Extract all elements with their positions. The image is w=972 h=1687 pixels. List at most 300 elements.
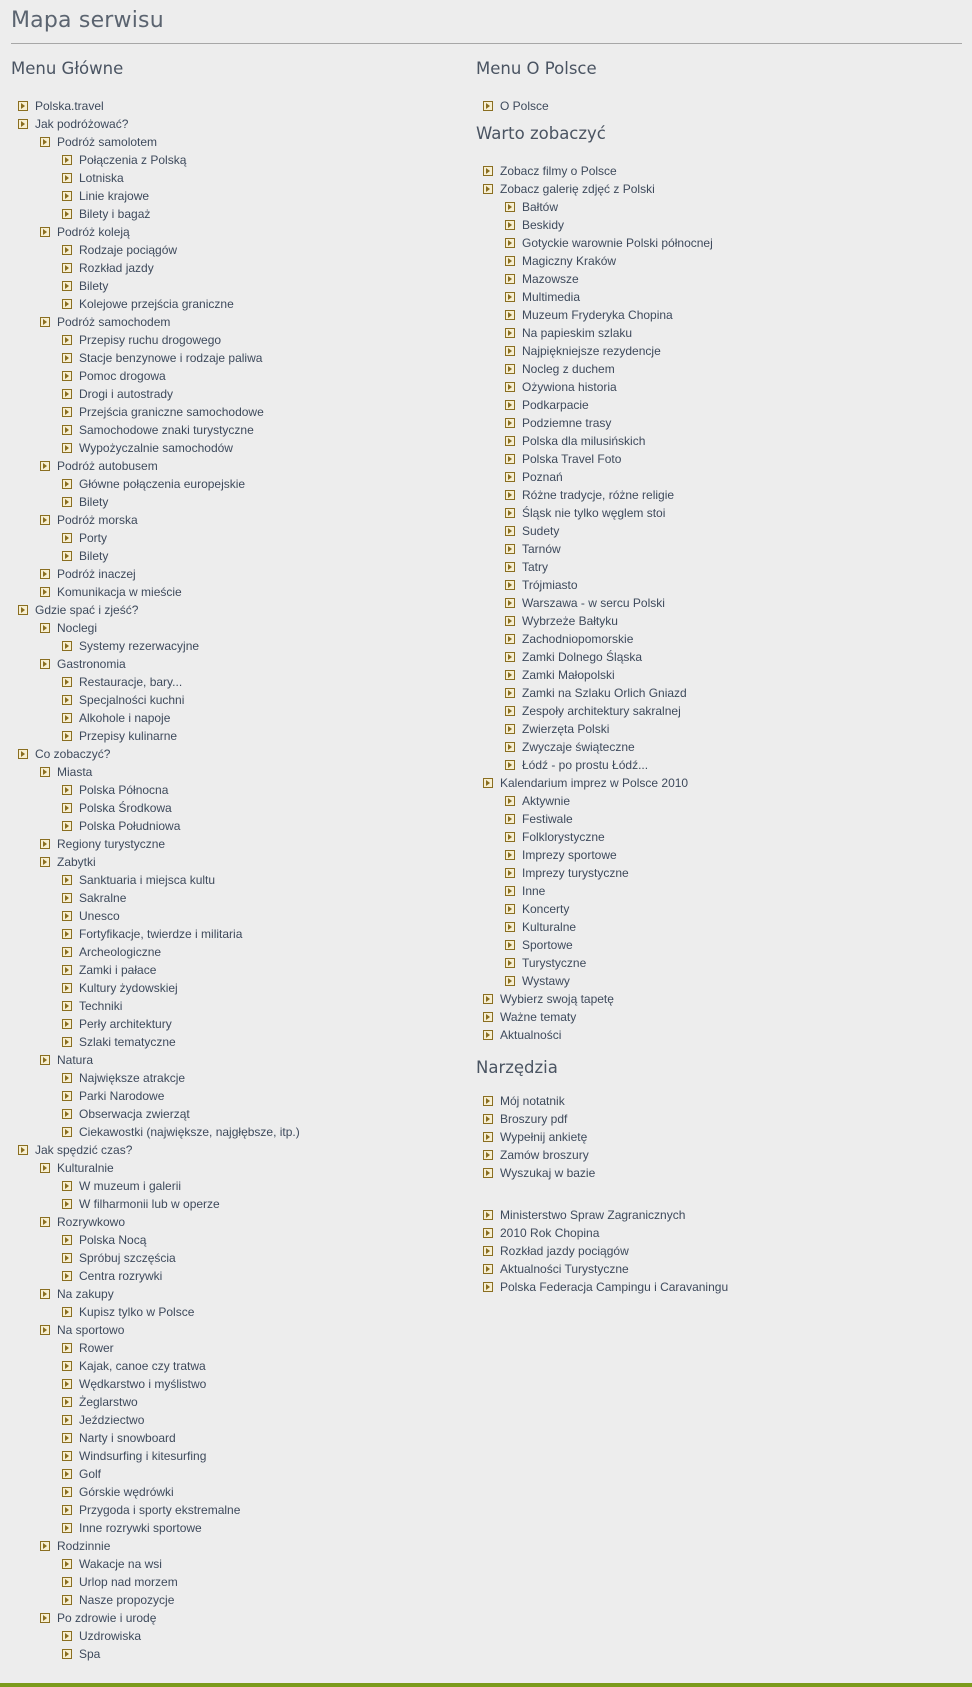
sitemap-row [476, 576, 713, 594]
arrow-bullet-icon [62, 1469, 72, 1479]
sitemap-row [11, 1141, 300, 1159]
arrow-bullet-icon [62, 947, 72, 957]
sitemap-link[interactable]: Stacje benzynowe i rodzaje paliwa [79, 351, 263, 365]
sitemap-link[interactable]: Rozkład jazdy pociągów [500, 1244, 629, 1258]
sitemap-link[interactable]: Spróbuj szczęścia [79, 1251, 176, 1265]
section-heading-warto-zobaczyc: Warto zobaczyć [476, 124, 606, 143]
sitemap-link[interactable]: Inne rozrywki sportowe [79, 1521, 202, 1535]
sitemap-link[interactable]: Bałtów [522, 200, 559, 214]
sitemap-sublist [11, 781, 300, 835]
sitemap-link[interactable]: Sportowe [522, 938, 573, 952]
sitemap-link[interactable]: Urlop nad morzem [79, 1575, 178, 1589]
sitemap-link[interactable]: Zobacz galerię zdjęć z Polski [500, 182, 655, 196]
sitemap-link[interactable]: Wakacje na wsi [79, 1557, 162, 1571]
sitemap-link[interactable]: Muzeum Fryderyka Chopina [522, 308, 673, 322]
sitemap-link[interactable]: Rozkład jazdy [79, 261, 154, 275]
sitemap-link[interactable]: Po zdrowie i urodę [57, 1611, 157, 1625]
arrow-bullet-icon [505, 418, 515, 428]
sitemap-link[interactable]: Podróż morska [57, 513, 138, 527]
sitemap-item [11, 925, 300, 943]
arrow-bullet-icon [62, 497, 72, 507]
sitemap-link[interactable]: Specjalności kuchni [79, 693, 185, 707]
sitemap-link[interactable]: Rower [79, 1341, 114, 1355]
sitemap-item [476, 378, 713, 396]
sitemap-link[interactable]: Zespoły architektury sakralnej [522, 704, 681, 718]
sitemap-item [476, 414, 713, 432]
sitemap-row [11, 511, 300, 529]
sitemap-link[interactable]: Multimedia [522, 290, 581, 304]
sitemap-row [11, 547, 300, 565]
arrow-bullet-icon [62, 155, 72, 165]
sitemap-row [11, 1591, 300, 1609]
sitemap-sublist [11, 241, 300, 313]
sitemap-link[interactable]: Podkarpacie [522, 398, 589, 412]
sitemap-link[interactable]: Alkohole i napoje [79, 711, 171, 725]
sitemap-item [11, 439, 300, 457]
sitemap-row [476, 756, 713, 774]
sitemap-item [476, 1128, 595, 1146]
sitemap-row [476, 1224, 728, 1242]
sitemap-item [11, 781, 300, 799]
sitemap-item [11, 1087, 300, 1105]
sitemap-link[interactable]: Zabytki [57, 855, 96, 869]
sitemap-link[interactable]: Jak podróżować? [35, 117, 129, 131]
sitemap-link[interactable]: Podróż inaczej [57, 567, 136, 581]
sitemap-item [476, 576, 713, 594]
arrow-bullet-icon [505, 814, 515, 824]
sitemap-row [476, 1242, 728, 1260]
sitemap-link[interactable]: Polska Federacja Campingu i Caravaningu [500, 1280, 729, 1294]
sitemap-row [11, 493, 300, 511]
sitemap-link[interactable]: Tatry [522, 560, 549, 574]
sitemap-link[interactable]: Połączenia z Polską [79, 153, 187, 167]
sitemap-link[interactable]: Śląsk nie tylko węglem stoi [522, 506, 666, 520]
arrow-bullet-icon [62, 1271, 72, 1281]
arrow-bullet-icon [18, 605, 28, 615]
sitemap-row [11, 223, 300, 241]
sitemap-link[interactable]: Gdzie spać i zjeść? [35, 603, 139, 617]
sitemap-link[interactable]: Przepisy ruchu drogowego [79, 333, 222, 347]
sitemap-item [11, 817, 300, 835]
sitemap-link[interactable]: Beskidy [522, 218, 565, 232]
arrow-bullet-icon [18, 119, 28, 129]
sitemap-link[interactable]: Inne [522, 884, 546, 898]
sitemap-link[interactable]: Przepisy kulinarne [79, 729, 178, 743]
sitemap-link[interactable]: Nocleg z duchem [522, 362, 615, 376]
sitemap-link[interactable]: Bilety [79, 549, 109, 563]
sitemap-item [11, 403, 300, 421]
arrow-bullet-icon [62, 299, 72, 309]
sitemap-row [476, 972, 713, 990]
sitemap-link[interactable]: Centra rozrywki [79, 1269, 163, 1283]
sitemap-row [476, 522, 713, 540]
tree-menu-o-polsce [476, 97, 549, 115]
arrow-bullet-icon [505, 904, 515, 914]
sitemap-item [476, 1008, 713, 1026]
sitemap-link[interactable]: Przejścia graniczne samochodowe [79, 405, 264, 419]
arrow-bullet-icon [505, 688, 515, 698]
sitemap-link[interactable]: Kulturalnie [57, 1161, 114, 1175]
sitemap-link[interactable]: O Polsce [500, 99, 549, 113]
sitemap-link[interactable]: Zwyczaje świąteczne [522, 740, 635, 754]
sitemap-link[interactable]: Jeździectwo [79, 1413, 145, 1427]
arrow-bullet-icon [483, 1096, 493, 1106]
sitemap-link[interactable]: Koncerty [522, 902, 570, 916]
sitemap-link[interactable]: Zwierzęta Polski [522, 722, 610, 736]
section-heading-narzedzia: Narzędzia [476, 1058, 558, 1077]
sitemap-link[interactable]: Imprezy sportowe [522, 848, 617, 862]
sitemap-item [476, 342, 713, 360]
sitemap-link[interactable]: Na papieskim szlaku [522, 326, 633, 340]
arrow-bullet-icon [62, 335, 72, 345]
arrow-bullet-icon [62, 929, 72, 939]
sitemap-link[interactable]: Poznań [522, 470, 563, 484]
sitemap-link[interactable]: Nasze propozycje [79, 1593, 175, 1607]
sitemap-link[interactable]: Pomoc drogowa [79, 369, 166, 383]
sitemap-item [476, 360, 713, 378]
sitemap-link[interactable]: Szlaki tematyczne [79, 1035, 176, 1049]
arrow-bullet-icon [505, 292, 515, 302]
arrow-bullet-icon [62, 1019, 72, 1029]
sitemap-link[interactable]: Kalendarium imprez w Polsce 2010 [500, 776, 689, 790]
sitemap-link[interactable]: Polska Travel Foto [522, 452, 622, 466]
sitemap-link[interactable]: Turystyczne [522, 956, 587, 970]
sitemap-link[interactable]: Aktualności [500, 1028, 562, 1042]
sitemap-link[interactable]: Imprezy turystyczne [522, 866, 629, 880]
sitemap-item [11, 1411, 300, 1429]
sitemap-item [476, 918, 713, 936]
sitemap-link[interactable]: Ciekawostki (największe, najgłębsze, itp.) [79, 1125, 300, 1139]
sitemap-link[interactable]: Aktywnie [522, 794, 571, 808]
sitemap-row [11, 691, 300, 709]
arrow-bullet-icon [62, 1127, 72, 1137]
sitemap-link[interactable]: Spa [79, 1647, 101, 1661]
sitemap-link[interactable]: Regiony turystyczne [57, 837, 166, 851]
sitemap-link[interactable]: Trójmiasto [522, 578, 578, 592]
arrow-bullet-icon [40, 1055, 50, 1065]
sitemap-link[interactable]: 2010 Rok Chopina [500, 1226, 600, 1240]
sitemap-sublist [476, 792, 713, 990]
arrow-bullet-icon [62, 209, 72, 219]
sitemap-item [11, 169, 300, 187]
sitemap-link[interactable]: Co zobaczyć? [35, 747, 111, 761]
sitemap-item [476, 162, 713, 180]
sitemap-link[interactable]: Broszury pdf [500, 1112, 568, 1126]
sitemap-row [11, 997, 300, 1015]
sitemap-row [476, 846, 713, 864]
sitemap-link[interactable]: Zobacz filmy o Polsce [500, 164, 617, 178]
arrow-bullet-icon [40, 1541, 50, 1551]
sitemap-item [11, 97, 300, 115]
sitemap-row [11, 745, 300, 763]
sitemap-row [476, 1026, 713, 1044]
sitemap-link[interactable]: Zamki na Szlaku Orlich Gniazd [522, 686, 687, 700]
sitemap-sublist [11, 1069, 300, 1141]
sitemap-row [476, 504, 713, 522]
sitemap-link[interactable]: Rozrywkowo [57, 1215, 126, 1229]
sitemap-row [476, 684, 713, 702]
sitemap-item [11, 961, 300, 979]
arrow-bullet-icon [62, 1253, 72, 1263]
sitemap-link[interactable]: Przygoda i sporty ekstremalne [79, 1503, 241, 1517]
arrow-bullet-icon [18, 749, 28, 759]
arrow-bullet-icon [483, 1282, 493, 1292]
sitemap-link[interactable]: Polska Środkowa [79, 801, 172, 815]
sitemap-link[interactable]: Podróż autobusem [57, 459, 158, 473]
sitemap-item [476, 234, 713, 252]
sitemap-link[interactable]: Uzdrowiska [79, 1629, 142, 1643]
sitemap-link[interactable]: Podziemne trasy [522, 416, 612, 430]
sitemap-link[interactable]: Wyszukaj w bazie [500, 1166, 596, 1180]
sitemap-item [476, 1146, 595, 1164]
sitemap-link[interactable]: Mój notatnik [500, 1094, 565, 1108]
sitemap-link[interactable]: Łódź - po prostu Łódź... [522, 758, 649, 772]
sitemap-link[interactable]: Wypożyczalnie samochodów [79, 441, 233, 455]
sitemap-sublist [11, 133, 300, 601]
sitemap-link[interactable]: Mazowsze [522, 272, 579, 286]
sitemap-row [476, 1278, 728, 1296]
sitemap-row [11, 1105, 300, 1123]
sitemap-link[interactable]: Kultury żydowskiej [79, 981, 178, 995]
sitemap-sublist [11, 637, 300, 655]
sitemap-link[interactable]: Noclegi [57, 621, 98, 635]
sitemap-link[interactable]: Archeologiczne [79, 945, 162, 959]
arrow-bullet-icon [62, 1505, 72, 1515]
sitemap-item [476, 882, 713, 900]
sitemap-row [476, 774, 713, 792]
sitemap-link[interactable]: Unesco [79, 909, 120, 923]
arrow-bullet-icon [505, 220, 515, 230]
sitemap-row [476, 792, 713, 810]
sitemap-link[interactable]: W muzeum i galerii [79, 1179, 182, 1193]
sitemap-row [11, 943, 300, 961]
sitemap-item [11, 1519, 300, 1537]
sitemap-link[interactable]: Narty i snowboard [79, 1431, 176, 1445]
arrow-bullet-icon [62, 173, 72, 183]
sitemap-link[interactable]: Sudety [522, 524, 560, 538]
sitemap-link[interactable]: Bilety [79, 495, 109, 509]
sitemap-link[interactable]: Podróż samolotem [57, 135, 158, 149]
sitemap-row [11, 187, 300, 205]
sitemap-item [11, 475, 300, 493]
sitemap-row [476, 1008, 713, 1026]
sitemap-link[interactable]: Linie krajowe [79, 189, 150, 203]
sitemap-link[interactable]: Ważne tematy [500, 1010, 577, 1024]
sitemap-link[interactable]: Perły architektury [79, 1017, 172, 1031]
sitemap-item [11, 1339, 300, 1357]
sitemap-link[interactable]: Zamki Małopolski [522, 668, 615, 682]
sitemap-link[interactable]: Drogi i autostrady [79, 387, 174, 401]
sitemap-row [11, 1483, 300, 1501]
sitemap-link[interactable]: Podróż koleją [57, 225, 130, 239]
sitemap-item [11, 655, 300, 745]
sitemap-link[interactable]: Warszawa - w sercu Polski [522, 596, 665, 610]
sitemap-row [476, 882, 713, 900]
sitemap-link[interactable]: Kolejowe przejścia graniczne [79, 297, 234, 311]
sitemap-item [11, 511, 300, 565]
sitemap-link[interactable]: Restauracje, bary... [79, 675, 183, 689]
arrow-bullet-icon [62, 1433, 72, 1443]
sitemap-link[interactable]: Bilety [79, 279, 109, 293]
sitemap-link[interactable]: Polska Północna [79, 783, 169, 797]
sitemap-row [11, 619, 300, 637]
sitemap-link[interactable]: Kupisz tylko w Polsce [79, 1305, 195, 1319]
sitemap-item [476, 738, 713, 756]
sitemap-link[interactable]: Wypełnij ankietę [500, 1130, 588, 1144]
sitemap-row [476, 270, 713, 288]
arrow-bullet-icon [483, 101, 493, 111]
sitemap-row [11, 1357, 300, 1375]
sitemap-link[interactable]: Ożywiona historia [522, 380, 617, 394]
sitemap-row [11, 1177, 300, 1195]
sitemap-link[interactable]: Lotniska [79, 171, 124, 185]
arrow-bullet-icon [40, 767, 50, 777]
sitemap-link[interactable]: Polska Południowa [79, 819, 181, 833]
sitemap-item [11, 763, 300, 835]
sitemap-link[interactable]: Ministerstwo Spraw Zagranicznych [500, 1208, 686, 1222]
sitemap-row [11, 835, 300, 853]
sitemap-row [476, 702, 713, 720]
arrow-bullet-icon [62, 1415, 72, 1425]
arrow-bullet-icon [62, 911, 72, 921]
sitemap-link[interactable]: Kulturalne [522, 920, 577, 934]
sitemap-link[interactable]: Natura [57, 1053, 94, 1067]
sitemap-link[interactable]: Sakralne [79, 891, 127, 905]
sitemap-row [11, 1375, 300, 1393]
sitemap-link[interactable]: Gastronomia [57, 657, 126, 671]
arrow-bullet-icon [40, 1217, 50, 1227]
sitemap-row [476, 432, 713, 450]
sitemap-row [11, 205, 300, 223]
sitemap-link[interactable]: Folklorystyczne [522, 830, 605, 844]
sitemap-link[interactable]: Polska dla milusińskich [522, 434, 646, 448]
sitemap-item [11, 1159, 300, 1213]
sitemap-link[interactable]: Wystawy [522, 974, 570, 988]
sitemap-link[interactable]: Techniki [79, 999, 123, 1013]
sitemap-link[interactable]: Windsurfing i kitesurfing [79, 1449, 207, 1463]
arrow-bullet-icon [505, 940, 515, 950]
sitemap-link[interactable]: Rodzaje pociągów [79, 243, 178, 257]
sitemap-row [476, 954, 713, 972]
sitemap-link[interactable]: Festiwale [522, 812, 573, 826]
sitemap-item [11, 1015, 300, 1033]
sitemap-link[interactable]: Polska.travel [35, 99, 104, 113]
sitemap-link[interactable]: Górskie wędrówki [79, 1485, 174, 1499]
sitemap-link[interactable]: Rodzinnie [57, 1539, 111, 1553]
arrow-bullet-icon [505, 922, 515, 932]
arrow-bullet-icon [483, 1150, 493, 1160]
sitemap-row [476, 612, 713, 630]
arrow-bullet-icon [505, 490, 515, 500]
sitemap-link[interactable]: Wybierz swoją tapetę [500, 992, 614, 1006]
sitemap-link[interactable]: Na sportowo [57, 1323, 125, 1337]
arrow-bullet-icon [62, 479, 72, 489]
sitemap-link[interactable]: Magiczny Kraków [522, 254, 617, 268]
sitemap-item [476, 612, 713, 630]
sitemap-item [476, 216, 713, 234]
arrow-bullet-icon [505, 598, 515, 608]
sitemap-row [11, 1501, 300, 1519]
sitemap-row [11, 1015, 300, 1033]
sitemap-link[interactable]: Różne tradycje, różne religie [522, 488, 675, 502]
sitemap-sublist [11, 529, 300, 565]
sitemap-link[interactable]: Największe atrakcje [79, 1071, 186, 1085]
sitemap-row [476, 828, 713, 846]
arrow-bullet-icon [40, 569, 50, 579]
sitemap-row [11, 403, 300, 421]
sitemap-link[interactable]: Na zakupy [57, 1287, 114, 1301]
sitemap-sublist [11, 763, 300, 1141]
sitemap-row [11, 655, 300, 673]
sitemap-sublist [11, 1555, 300, 1609]
sitemap-link[interactable]: Kajak, canoe czy tratwa [79, 1359, 206, 1373]
sitemap-row [476, 288, 713, 306]
sitemap-row [476, 594, 713, 612]
sitemap-link[interactable]: Wędkarstwo i myślistwo [79, 1377, 207, 1391]
arrow-bullet-icon [62, 1631, 72, 1641]
sitemap-link[interactable]: Samochodowe znaki turystyczne [79, 423, 254, 437]
sitemap-link[interactable]: Jak spędzić czas? [35, 1143, 133, 1157]
sitemap-item [11, 529, 300, 547]
sitemap-sublist [11, 331, 300, 457]
sitemap-link[interactable]: Zachodniopomorskie [522, 632, 634, 646]
sitemap-item [11, 889, 300, 907]
sitemap-link[interactable]: Golf [79, 1467, 102, 1481]
sitemap-link[interactable]: Tarnów [522, 542, 561, 556]
sitemap-row [11, 1645, 300, 1663]
sitemap-link[interactable]: Zamki i pałace [79, 963, 157, 977]
sitemap-link[interactable]: Miasta [57, 765, 93, 779]
sitemap-link[interactable]: Bilety i bagaż [79, 207, 151, 221]
sitemap-item [476, 954, 713, 972]
sitemap-link[interactable]: Zamów broszury [500, 1148, 589, 1162]
sitemap-row [11, 709, 300, 727]
sitemap-row [11, 1411, 300, 1429]
sitemap-link[interactable]: Parki Narodowe [79, 1089, 165, 1103]
arrow-bullet-icon [483, 1132, 493, 1142]
sitemap-item [476, 432, 713, 450]
sitemap-link[interactable]: Porty [79, 531, 108, 545]
sitemap-link[interactable]: Aktualności Turystyczne [500, 1262, 629, 1276]
arrow-bullet-icon [505, 670, 515, 680]
sitemap-link[interactable]: Polska Nocą [79, 1233, 147, 1247]
sitemap-item [11, 1195, 300, 1213]
sitemap-sublist [11, 1231, 300, 1285]
sitemap-link[interactable]: Komunikacja w mieście [57, 585, 182, 599]
sitemap-row [11, 637, 300, 655]
sitemap-link[interactable]: Podróż samochodem [57, 315, 171, 329]
sitemap-link[interactable]: W filharmonii lub w operze [79, 1197, 220, 1211]
sitemap-item [11, 241, 300, 259]
arrow-bullet-icon [483, 1210, 493, 1220]
sitemap-link[interactable]: Zamki Dolnego Śląska [522, 650, 643, 664]
arrow-bullet-icon [62, 641, 72, 651]
sitemap-item [11, 151, 300, 169]
sitemap-link[interactable]: Fortyfikacje, twierdze i militaria [79, 927, 243, 941]
sitemap-row [11, 1609, 300, 1627]
sitemap-row [11, 439, 300, 457]
sitemap-link[interactable]: Systemy rezerwacyjne [79, 639, 200, 653]
arrow-bullet-icon [483, 1246, 493, 1256]
sitemap-link[interactable]: Główne połączenia europejskie [79, 477, 246, 491]
sitemap-item [11, 1573, 300, 1591]
sitemap-link[interactable]: Żeglarstwo [79, 1395, 138, 1409]
sitemap-link[interactable]: Najpiękniejsze rezydencje [522, 344, 661, 358]
sitemap-link[interactable]: Gotyckie warownie Polski północnej [522, 236, 713, 250]
sitemap-link[interactable]: Obserwacja zwierząt [79, 1107, 190, 1121]
sitemap-link[interactable]: Wybrzeże Bałtyku [522, 614, 618, 628]
sitemap-link[interactable]: Sanktuaria i miejsca kultu [79, 873, 216, 887]
